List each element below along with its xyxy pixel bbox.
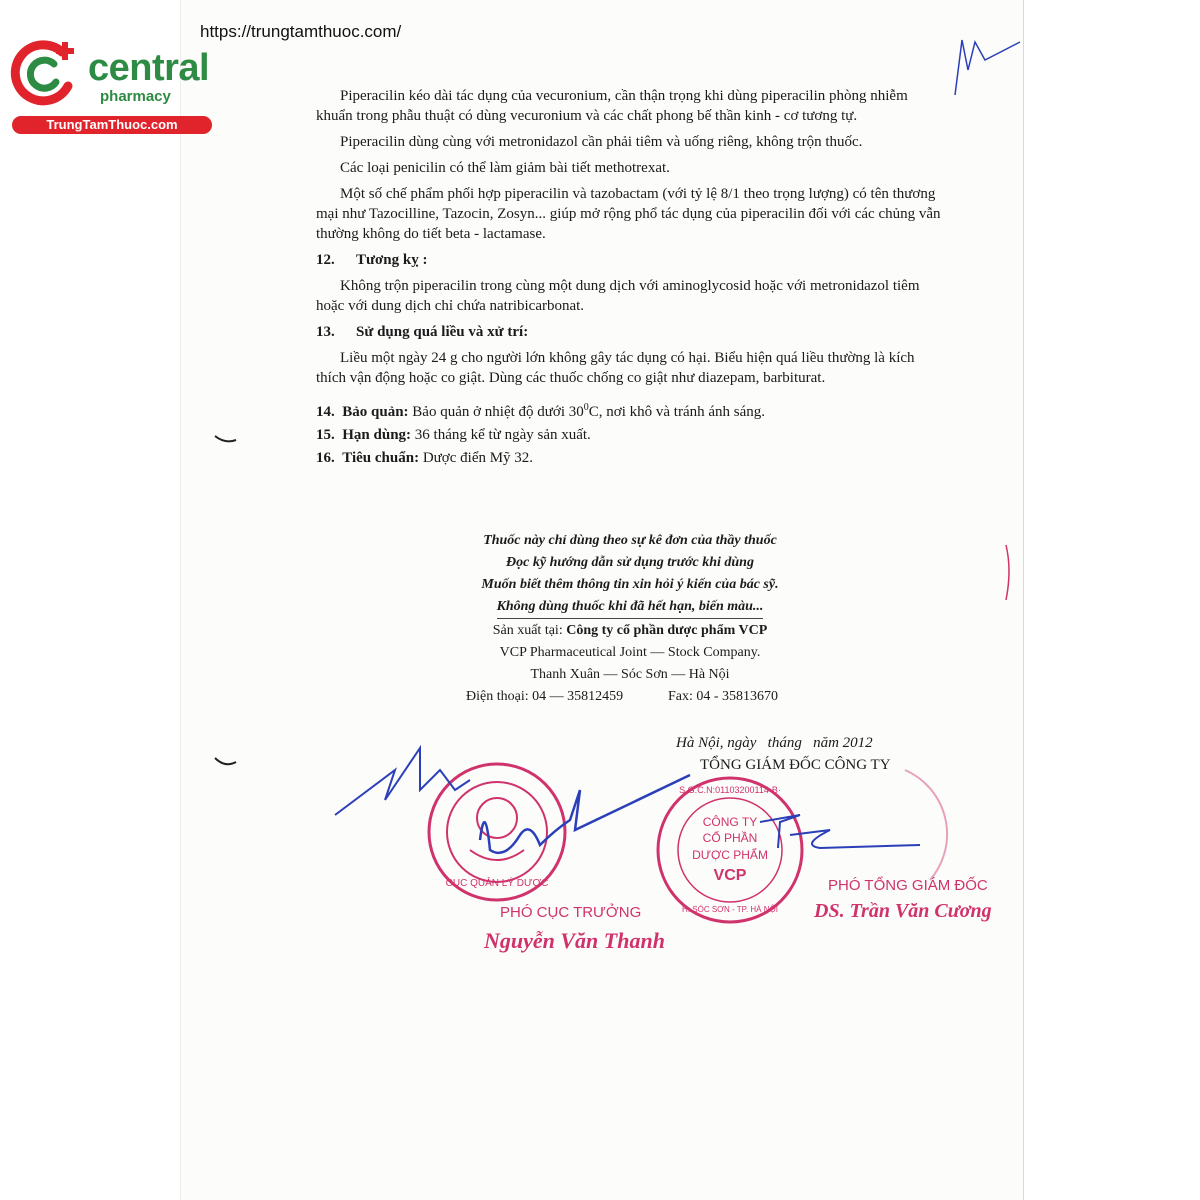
company-name: Công ty cổ phần dược phẩm VCP xyxy=(566,623,768,638)
section-number: 12. xyxy=(316,252,335,268)
handwritten-signature xyxy=(760,815,920,848)
section-text: C, nơi khô và tránh ánh sáng. xyxy=(588,404,766,420)
section-title: Sử dụng quá liều và xử trí: xyxy=(356,324,529,340)
brand-sub: pharmacy xyxy=(100,88,171,105)
left-signer-title: PHÓ CỤC TRƯỞNG xyxy=(500,904,642,921)
handwritten-signature xyxy=(335,748,470,815)
faint-stamp-arc xyxy=(905,770,947,880)
stamp-text: H. SÓC SƠN - TP. HÀ NỘI xyxy=(682,905,778,914)
section-number: 16. xyxy=(316,450,335,466)
notice-line: Đọc kỹ hướng dẫn sử dụng trước khi dùng xyxy=(506,555,754,570)
paragraph: Các loại penicilin có thể làm giảm bài tiết methotrexat. xyxy=(340,160,670,176)
initial-signature xyxy=(955,40,1020,95)
section-text: Dược điển Mỹ 32. xyxy=(422,450,534,466)
section-number: 13. xyxy=(316,324,335,340)
margin-mark xyxy=(1006,545,1009,600)
stamp-text: VCP xyxy=(713,867,747,884)
section-number: 14. xyxy=(316,404,335,420)
director-title: TỔNG GIÁM ĐỐC CÔNG TY xyxy=(700,757,891,773)
superscript: 0 xyxy=(583,402,589,413)
stamp-text: DƯỢC PHẨM xyxy=(692,848,768,862)
paragraph: Piperacilin kéo dài tác dụng của vecuronium, cần thận trọng khi dùng piperacilin phòng nhiễm khuẩn trong phẫu thuật có dùng vecuronium và các chất phong bế thần kinh - cơ tương tự. xyxy=(316,88,908,124)
date-text: Hà Nội, ngày xyxy=(676,735,757,751)
company-name-en: VCP Pharmaceutical Joint — Stock Company. xyxy=(499,645,761,660)
company-address: Thanh Xuân — Sóc Sơn — Hà Nội xyxy=(530,667,730,682)
left-signer-name: Nguyễn Văn Thanh xyxy=(484,928,665,953)
date-text: năm 2012 xyxy=(813,735,873,751)
paragraph: Liều một ngày 24 g cho người lớn không gây tác dụng có hại. Biểu hiện quá liều thường là kích thích vận động hoặc co giật. Dùng các thuốc chống co giật như diazepam, barbiturat. xyxy=(316,350,915,386)
binder-hole-mark xyxy=(215,436,236,441)
stamp-ring-text: S.G.C.N:01103200114·B· xyxy=(679,785,781,795)
paragraph: Không trộn piperacilin trong cùng một dung dịch với aminoglycosid hoặc với metronidazol tiêm hoặc với dung dịch chỉ chứa natribicarbonat. xyxy=(316,278,920,314)
section-number: 15. xyxy=(316,427,335,443)
right-signer-name: DS. Trần Văn Cương xyxy=(814,900,992,922)
section-text: 36 tháng kể từ ngày sản xuất. xyxy=(414,427,591,443)
company-phone: Điện thoại: 04 — 35812459 xyxy=(466,689,624,704)
section-label: Tiêu chuẩn: xyxy=(342,450,420,466)
section-text: Bảo quản ở nhiệt độ dưới 30 xyxy=(412,404,584,420)
left-official-stamp xyxy=(429,764,565,900)
paragraph: Một số chế phẩm phối hợp piperacilin và tazobactam (với tỷ lệ 8/1 theo trọng lượng) có tên thương mại như Tazocilline, Tazocin, Zosyn... giúp mở rộng phổ tác dụng của piperacilin đối với các chủng vẫn thường không do tiết beta - lactamase. xyxy=(316,186,941,242)
right-signer-title: PHÓ TỔNG GIÁM ĐỐC xyxy=(828,877,988,894)
section-title: Tương kỵ : xyxy=(356,252,428,268)
paragraph: Piperacilin dùng cùng với metronidazol cần phải tiêm và uống riêng, không trộn thuốc. xyxy=(340,134,863,150)
company-fax: Fax: 04 - 35813670 xyxy=(668,689,779,704)
stamp-text: CÔNG TY xyxy=(702,815,758,829)
made-at-label: Sản xuất tại: xyxy=(492,623,563,638)
source-url[interactable]: https://trungtamthuoc.com/ xyxy=(200,22,402,41)
binder-hole-mark xyxy=(215,758,236,764)
date-text: tháng xyxy=(767,735,802,751)
notice-line: Muốn biết thêm thông tin xin hỏi ý kiến của bác sỹ. xyxy=(481,577,779,592)
stamp-text: CỔ PHẦN xyxy=(702,831,758,845)
stamp-text: CỤC QUẢN LÝ DƯỢC xyxy=(445,878,549,889)
notice-line: Không dùng thuốc khi đã hết hạn, biến màu... xyxy=(497,596,764,619)
brand-site: TrungTamThuoc.com xyxy=(12,116,212,134)
notice-line: Thuốc này chỉ dùng theo sự kê đơn của thầy thuốc xyxy=(483,533,777,548)
right-company-stamp xyxy=(658,778,802,922)
brand-name: central xyxy=(88,47,210,89)
section-label: Hạn dùng: xyxy=(342,427,412,443)
section-label: Bảo quản: xyxy=(342,404,409,420)
